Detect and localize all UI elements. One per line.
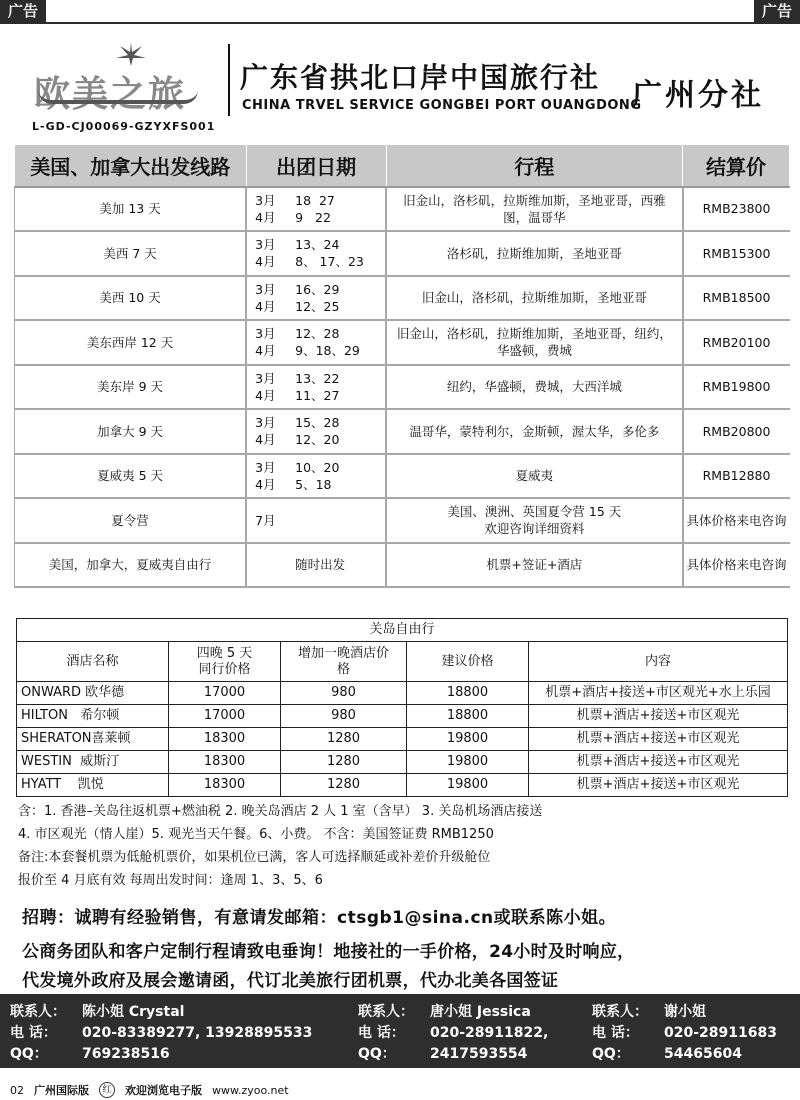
route-name: 美加 13 天: [15, 187, 247, 232]
route-dates: [246, 231, 386, 276]
date-line: [255, 459, 385, 476]
route-row: [15, 365, 790, 410]
hotel-name: HILTON 希尔顿: [17, 705, 169, 728]
route-row: [15, 276, 790, 321]
logo-swoosh: [38, 90, 198, 104]
route-dates: [246, 187, 386, 232]
license-number: L-GD-CJ00069-GZYXFS001: [32, 120, 216, 133]
route-itinerary: 机票+签证+酒店: [386, 543, 682, 588]
contact-qq: 2417593554: [430, 1046, 528, 1062]
hotel-extra-night: 1280: [281, 728, 407, 751]
note-line: 报价至 4 月底有效 每周出发时间：逢周 1、3、5、6: [18, 873, 323, 888]
date-line: [255, 431, 385, 448]
date-line: [255, 342, 385, 359]
date-month: 3月: [255, 237, 276, 253]
note-line: 4. 市区观光（情人崖）5. 观光当天午餐。6、小费。 不含：美国签证费 RMB1250: [18, 827, 494, 842]
hotel-name: ONWARD 欧华德: [17, 682, 169, 705]
route-price: RMB12880: [683, 454, 790, 499]
date-month: 4月: [255, 476, 276, 492]
date-line: [255, 370, 385, 387]
date-line: [255, 414, 385, 431]
col-header-route: 美国、加拿大出发线路: [15, 145, 247, 187]
hotel-row: [17, 751, 788, 774]
hotel-extra-night: 980: [281, 705, 407, 728]
date-month: 3月: [255, 370, 276, 386]
date-days: 8、 17、23: [295, 254, 364, 270]
route-dates: [246, 365, 386, 410]
route-row: [15, 409, 790, 454]
edition-name: 广州国际版: [34, 1084, 89, 1097]
routes-table: [14, 144, 790, 588]
hotel-row: [17, 705, 788, 728]
contact-person-label: 联系人：: [358, 1004, 414, 1020]
date-days: 5、18: [295, 476, 332, 492]
hotel-name: WESTIN 威斯汀: [17, 751, 169, 774]
contact-phone-label: 电 话：: [358, 1025, 405, 1041]
date-line: [255, 236, 385, 253]
contact-person: 谢小姐: [664, 1004, 706, 1020]
route-name: 加拿大 9 天: [15, 409, 247, 454]
ad-label-left: 广告: [0, 0, 46, 22]
route-dates: [246, 409, 386, 454]
route-row: [15, 231, 790, 276]
route-name: 夏令营: [15, 498, 247, 543]
contact-bar: [0, 994, 800, 1068]
hotel-suggested-price: 19800: [407, 728, 529, 751]
date-line: [255, 298, 385, 315]
route-row: [15, 454, 790, 499]
header-divider: [228, 44, 230, 116]
date-line: [255, 325, 385, 342]
logo-text: 欧美之旅: [34, 73, 187, 115]
header: [16, 38, 786, 134]
date-days: 9 22: [295, 209, 331, 225]
hotel-peer-price: 17000: [169, 705, 281, 728]
date-days: 18 27: [295, 192, 335, 208]
date-days: 10、20: [295, 459, 340, 475]
hotel-content: 机票+酒店+接送+市区观光: [529, 774, 788, 797]
route-dates: 随时出发: [246, 543, 386, 588]
route-row: [15, 187, 790, 232]
route-name: 美东岸 9 天: [15, 365, 247, 410]
promo-text: [22, 938, 792, 996]
browse-text: 欢迎浏览电子版: [125, 1084, 202, 1097]
route-itinerary: 温哥华，蒙特利尔，金斯顿，渥太华，多伦多: [386, 409, 682, 454]
route-price: 具体价格来电咨询: [683, 543, 790, 588]
logo: [16, 38, 226, 116]
route-name: 夏威夷 5 天: [15, 454, 247, 499]
date-month: 3月: [255, 281, 276, 297]
date-days: 9、18、29: [295, 343, 360, 359]
route-name: 美国，加拿大，夏威夷自由行: [15, 543, 247, 588]
hotel-content: 机票+酒店+接送+市区观光: [529, 751, 788, 774]
guam-col-peer-price: 四晚 5 天 同行价格: [169, 642, 281, 682]
hotel-extra-night: 1280: [281, 751, 407, 774]
top-divider: [0, 22, 800, 24]
route-price: RMB18500: [683, 276, 790, 321]
route-name: 美西 10 天: [15, 276, 247, 321]
site-link[interactable]: www.zyoo.net: [212, 1083, 289, 1097]
date-line: [255, 387, 385, 404]
routes-header-row: [15, 145, 790, 187]
hotel-content: 机票+酒店+接送+市区观光: [529, 728, 788, 751]
contact-phone-label: 电 话：: [10, 1025, 57, 1041]
route-itinerary: 旧金山，洛杉矶，拉斯维加斯，圣地亚哥，西雅图，温哥华: [386, 187, 682, 232]
hotel-name: HYATT 凯悦: [17, 774, 169, 797]
route-price: RMB23800: [683, 187, 790, 232]
col-header-date: 出团日期: [246, 145, 386, 187]
footer: [10, 1082, 289, 1098]
contact-phone: 020-28911683: [664, 1025, 777, 1041]
hotel-suggested-price: 18800: [407, 705, 529, 728]
route-price: RMB20100: [683, 320, 790, 365]
guam-header-row: [17, 642, 788, 682]
date-days: 12、25: [295, 298, 340, 314]
hotel-suggested-price: 18800: [407, 682, 529, 705]
page-number: 02: [10, 1083, 24, 1097]
promo-line: 公商务团队和客户定制行程请致电垂询！地接社的一手价格，24小时及时响应，: [22, 942, 635, 962]
route-itinerary: 旧金山，洛杉矶，拉斯维加斯，圣地亚哥: [386, 276, 682, 321]
route-dates: [246, 320, 386, 365]
contact-qq-label: QQ：: [592, 1046, 630, 1062]
date-month: 3月: [255, 415, 276, 431]
date-line: [255, 512, 385, 529]
route-price: RMB20800: [683, 409, 790, 454]
hotel-name: SHERATON喜莱顿: [17, 728, 169, 751]
guam-col-content: 内容: [529, 642, 788, 682]
route-row: [15, 498, 790, 543]
contact-qq-label: QQ：: [10, 1046, 48, 1062]
contact-phone: 020-28911822,: [430, 1025, 549, 1041]
contact-card: [358, 1002, 548, 1065]
route-itinerary: 美国、澳洲、英国夏令营 15 天 欢迎咨询详细资料: [386, 498, 682, 543]
hotel-row: [17, 728, 788, 751]
contact-phone-label: 电 话：: [592, 1025, 639, 1041]
contact-card: [10, 1002, 312, 1065]
note-line: 含：1. 香港–关岛往返机票+燃油税 2. 晚关岛酒店 2 人 1 室（含早） 3. 关岛机场酒店接送: [18, 804, 543, 819]
date-days: 16、29: [295, 281, 340, 297]
hotel-row: [17, 774, 788, 797]
date-days: 11、27: [295, 387, 340, 403]
route-dates: [246, 498, 386, 543]
hotel-peer-price: 18300: [169, 774, 281, 797]
hotel-row: [17, 682, 788, 705]
date-month: 4月: [255, 387, 276, 403]
hotel-peer-price: 18300: [169, 728, 281, 751]
hotel-peer-price: 18300: [169, 751, 281, 774]
route-dates: [246, 276, 386, 321]
date-line: [255, 281, 385, 298]
branch-name: 广州分社: [632, 78, 764, 113]
date-line: [255, 209, 385, 226]
guam-col-suggested: 建议价格: [407, 642, 529, 682]
route-dates: [246, 454, 386, 499]
route-itinerary: 洛杉矶，拉斯维加斯，圣地亚哥: [386, 231, 682, 276]
hotel-content: 机票+酒店+接送+市区观光: [529, 705, 788, 728]
route-row: [15, 543, 790, 588]
route-price: RMB15300: [683, 231, 790, 276]
guam-col-hotel: 酒店名称: [17, 642, 169, 682]
route-row: [15, 320, 790, 365]
col-header-itinerary: 行程: [386, 145, 682, 187]
guam-hotel-table: [16, 618, 788, 797]
route-itinerary: 纽约，华盛顿，费城，大西洋城: [386, 365, 682, 410]
route-price: 具体价格来电咨询: [683, 498, 790, 543]
date-days: 13、22: [295, 370, 340, 386]
contact-person-label: 联系人：: [10, 1004, 66, 1020]
route-name: 美西 7 天: [15, 231, 247, 276]
date-days: 12、20: [295, 432, 340, 448]
recruitment-notice: 招聘：诚聘有经验销售，有意请发邮箱：ctsgb1@sina.cn或联系陈小姐。: [22, 908, 617, 928]
contact-qq-label: QQ：: [358, 1046, 396, 1062]
date-month: 4月: [255, 254, 276, 270]
hotel-content: 机票+酒店+接送+市区观光+水上乐园: [529, 682, 788, 705]
route-price: RMB19800: [683, 365, 790, 410]
date-month: 4月: [255, 432, 276, 448]
date-month: 4月: [255, 209, 276, 225]
contact-qq: 769238516: [82, 1046, 170, 1062]
guam-col-extra-night: 增加一晚酒店价格: [281, 642, 407, 682]
page: [10, 28, 790, 1028]
hotel-suggested-price: 19800: [407, 774, 529, 797]
date-month: 3月: [255, 192, 276, 208]
contact-phone: 020-83389277, 13928895533: [82, 1025, 313, 1041]
date-month: 4月: [255, 298, 276, 314]
date-days: 13、24: [295, 237, 340, 253]
company-name-en: CHINA TRVEL SERVICE GONGBEI PORT OUANGDONG: [242, 98, 642, 113]
date-month: 7月: [255, 512, 276, 528]
hotel-peer-price: 17000: [169, 682, 281, 705]
route-itinerary: 旧金山，洛杉矶，拉斯维加斯，圣地亚哥，纽约，华盛顿，费城: [386, 320, 682, 365]
date-month: 3月: [255, 326, 276, 342]
route-name: 美东西岸 12 天: [15, 320, 247, 365]
hotel-suggested-price: 19800: [407, 751, 529, 774]
contact-person-label: 联系人：: [592, 1004, 648, 1020]
hotel-extra-night: 1280: [281, 774, 407, 797]
contact-person: 唐小姐 Jessica: [430, 1004, 531, 1020]
edition-badge: 红: [99, 1082, 115, 1098]
contact-card: [592, 1002, 777, 1065]
hotel-extra-night: 980: [281, 682, 407, 705]
route-itinerary: 夏威夷: [386, 454, 682, 499]
guam-notes: [18, 800, 788, 892]
contact-person: 陈小姐 Crystal: [82, 1004, 185, 1020]
note-line: 备注:本套餐机票为低舱机票价，如果机位已满，客人可选择顺延或补差价升级舱位: [18, 850, 491, 865]
ad-label-right: 广告: [754, 0, 800, 22]
date-line: [255, 253, 385, 270]
date-line: [255, 476, 385, 493]
company-name-cn: 广东省拱北口岸中国旅行社: [240, 61, 601, 94]
date-days: 15、28: [295, 415, 340, 431]
date-month: 3月: [255, 459, 276, 475]
col-header-price: 结算价: [683, 145, 790, 187]
date-line: [255, 192, 385, 209]
sparkle-icon: [116, 42, 146, 66]
contact-qq: 54465604: [664, 1046, 742, 1062]
date-month: 4月: [255, 343, 276, 359]
guam-title: 关岛自由行: [17, 619, 788, 642]
promo-line: 代发境外政府及展会邀请函，代订北美旅行团机票，代办北美各国签证: [22, 971, 559, 991]
date-days: 12、28: [295, 326, 340, 342]
